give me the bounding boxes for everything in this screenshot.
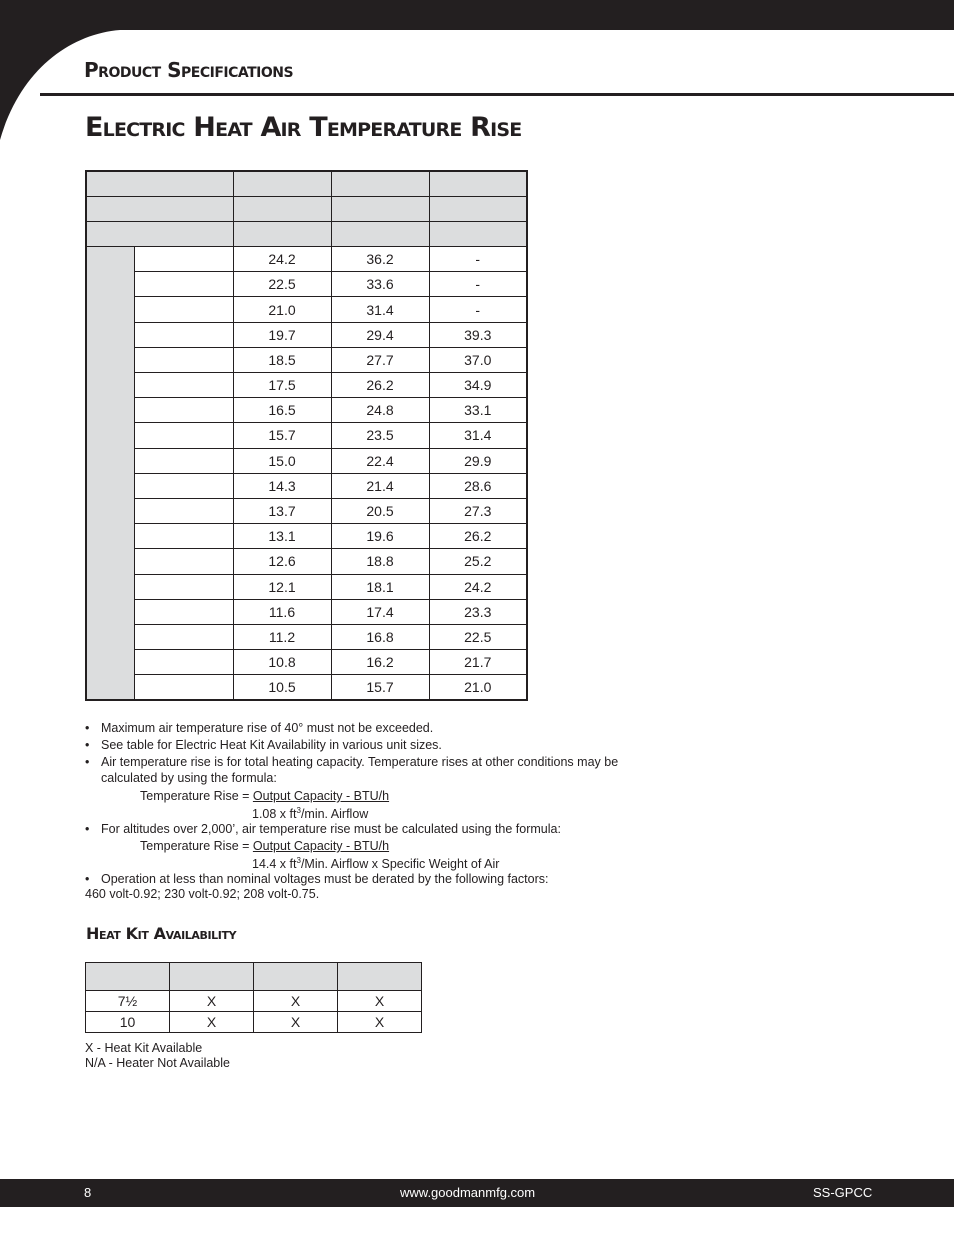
value-cell: 17.5	[233, 373, 331, 398]
row-label-cell	[134, 650, 233, 675]
row-label-cell	[134, 423, 233, 448]
value-cell: -	[429, 247, 527, 272]
formula-sea-level	[85, 788, 645, 804]
formula-exponent: 3	[296, 856, 301, 866]
row-group-cell	[86, 247, 134, 700]
value-cell: 14.3	[233, 473, 331, 498]
website-link[interactable]: www.goodmanmfg.com	[400, 1185, 536, 1200]
row-label-cell	[134, 398, 233, 423]
formula-numerator: Output Capacity - BTU/h	[252, 789, 390, 803]
bullet: •	[85, 721, 90, 735]
table-header-row	[86, 196, 527, 221]
value-cell: 18.8	[331, 549, 429, 574]
value-cell: 29.9	[429, 448, 527, 473]
value-cell: 10.8	[233, 650, 331, 675]
table-row	[86, 1012, 422, 1033]
table-row	[86, 524, 527, 549]
row-label-cell	[134, 624, 233, 649]
section-title: Product Specifications	[84, 58, 294, 82]
bullet: •	[85, 822, 90, 837]
value-cell: 26.2	[429, 524, 527, 549]
value-cell: 22.5	[429, 624, 527, 649]
value-cell: -	[429, 272, 527, 297]
value-cell: 21.0	[233, 297, 331, 322]
value-cell: 21.4	[331, 473, 429, 498]
value-cell: 15.7	[331, 675, 429, 700]
header-cell	[254, 963, 338, 991]
table-row	[86, 498, 527, 523]
bullet: •	[85, 755, 90, 769]
value-cell: 12.6	[233, 549, 331, 574]
header-cell	[429, 221, 527, 246]
value-cell: 11.2	[233, 624, 331, 649]
value-cell: 15.7	[233, 423, 331, 448]
formula-numerator: Output Capacity - BTU/h	[252, 839, 390, 854]
heat-kit-title: Heat Kit Availability	[86, 924, 237, 943]
row-label-cell	[134, 498, 233, 523]
row-label-cell	[134, 322, 233, 347]
row-label-cell	[134, 448, 233, 473]
note-text: See table for Electric Heat Kit Availability in various unit sizes.	[101, 738, 442, 752]
formula-label: Temperature Rise =	[140, 789, 253, 803]
table-row	[86, 347, 527, 372]
row-label-cell	[134, 247, 233, 272]
value-cell: 27.3	[429, 498, 527, 523]
table-row	[86, 297, 527, 322]
table-row	[86, 272, 527, 297]
row-label-cell	[134, 599, 233, 624]
header-cell	[86, 196, 233, 221]
note-item	[85, 821, 645, 837]
value-cell: 24.2	[429, 574, 527, 599]
table-header-row	[86, 963, 422, 991]
availability-cell: X	[338, 1012, 422, 1033]
value-cell: 36.2	[331, 247, 429, 272]
header-cell	[233, 221, 331, 246]
header-cell	[233, 171, 331, 196]
value-cell: 22.5	[233, 272, 331, 297]
value-cell: 33.1	[429, 398, 527, 423]
footer-bar	[0, 1179, 954, 1207]
page-title: Electric Heat Air Temperature Rise	[85, 112, 522, 143]
value-cell: 19.6	[331, 524, 429, 549]
row-label-cell	[134, 347, 233, 372]
row-label-cell	[134, 272, 233, 297]
value-cell: 33.6	[331, 272, 429, 297]
table-header-row	[86, 171, 527, 196]
row-label-cell	[134, 675, 233, 700]
value-cell: 10.5	[233, 675, 331, 700]
table-row	[86, 322, 527, 347]
value-cell: 24.8	[331, 398, 429, 423]
value-cell: 19.7	[233, 322, 331, 347]
formula-denominator	[85, 803, 645, 822]
formula-den-text: 1.08 x ft	[252, 807, 297, 822]
note-text: Air temperature rise is for total heating capacity. Temperature rises at other conditions may be calculated by using the formula:	[101, 755, 619, 785]
value-cell: 16.5	[233, 398, 331, 423]
value-cell: 34.9	[429, 373, 527, 398]
top-bar	[0, 0, 954, 30]
value-cell: 22.4	[331, 448, 429, 473]
note-item	[85, 720, 645, 736]
temperature-rise-table	[85, 170, 528, 701]
value-cell: 15.0	[233, 448, 331, 473]
value-cell: 27.7	[331, 347, 429, 372]
note-continuation: 460 volt-0.92; 230 volt-0.92; 208 volt-0.75.	[85, 887, 320, 902]
header-cell	[233, 196, 331, 221]
value-cell: 12.1	[233, 574, 331, 599]
table-row	[86, 398, 527, 423]
row-label-cell	[134, 524, 233, 549]
availability-cell: X	[170, 1012, 254, 1033]
availability-cell: X	[170, 991, 254, 1012]
table-row	[86, 373, 527, 398]
value-cell: 39.3	[429, 322, 527, 347]
header-cell	[331, 171, 429, 196]
notes-list	[85, 720, 645, 902]
table-row	[86, 549, 527, 574]
value-cell: 13.7	[233, 498, 331, 523]
table-header-row	[86, 221, 527, 246]
value-cell: 24.2	[233, 247, 331, 272]
value-cell: 11.6	[233, 599, 331, 624]
header-cell	[429, 196, 527, 221]
availability-legend	[85, 1041, 230, 1071]
value-cell: 28.6	[429, 473, 527, 498]
value-cell: 25.2	[429, 549, 527, 574]
value-cell: 26.2	[331, 373, 429, 398]
legend-not-available: N/A - Heater Not Available	[85, 1056, 230, 1070]
note-item	[85, 871, 645, 887]
unit-size-cell: 7½	[86, 991, 170, 1012]
value-cell: 20.5	[331, 498, 429, 523]
row-label-cell	[134, 473, 233, 498]
table-row	[86, 650, 527, 675]
unit-size-cell: 10	[86, 1012, 170, 1033]
legend-available: X - Heat Kit Available	[85, 1041, 203, 1055]
formula-label: Temperature Rise =	[140, 839, 253, 854]
formula-exponent: 3	[296, 806, 301, 815]
formula-den-text: /Min. Airflow x Specific Weight of Air	[300, 857, 500, 872]
heat-kit-availability-table	[85, 962, 422, 1033]
value-cell: 18.1	[331, 574, 429, 599]
value-cell: 23.5	[331, 423, 429, 448]
value-cell: 21.0	[429, 675, 527, 700]
value-cell: 31.4	[331, 297, 429, 322]
formula-den-text: 14.4 x ft	[252, 857, 297, 872]
note-text: For altitudes over 2,000’, air temperature rise must be calculated using the formula:	[101, 822, 561, 837]
header-cell	[170, 963, 254, 991]
table-row	[86, 448, 527, 473]
header-cell	[86, 171, 233, 196]
table-row	[86, 574, 527, 599]
availability-cell: X	[338, 991, 422, 1012]
table-row	[86, 423, 527, 448]
table-row	[86, 599, 527, 624]
header-cell	[331, 221, 429, 246]
header-cell	[338, 963, 422, 991]
table-row	[86, 624, 527, 649]
formula-altitude	[85, 838, 645, 854]
page-number: 8	[84, 1185, 92, 1200]
header-cell	[429, 171, 527, 196]
value-cell: 17.4	[331, 599, 429, 624]
value-cell: 31.4	[429, 423, 527, 448]
table-row	[86, 675, 527, 700]
value-cell: 13.1	[233, 524, 331, 549]
value-cell: 37.0	[429, 347, 527, 372]
note-item	[85, 754, 645, 786]
formula-den-text: /min. Airflow	[300, 807, 369, 822]
value-cell: -	[429, 297, 527, 322]
row-label-cell	[134, 549, 233, 574]
value-cell: 18.5	[233, 347, 331, 372]
value-cell: 21.7	[429, 650, 527, 675]
row-label-cell	[134, 574, 233, 599]
row-label-cell	[134, 373, 233, 398]
header-rule	[40, 93, 954, 96]
bullet: •	[85, 738, 90, 752]
value-cell: 23.3	[429, 599, 527, 624]
row-label-cell	[134, 297, 233, 322]
availability-cell: X	[254, 991, 338, 1012]
bullet: •	[85, 872, 90, 887]
table-row	[86, 247, 527, 272]
value-cell: 29.4	[331, 322, 429, 347]
note-text: Operation at less than nominal voltages must be derated by the following factors:	[101, 872, 549, 887]
availability-cell: X	[254, 1012, 338, 1033]
note-text: Maximum air temperature rise of 40° must not be exceeded.	[101, 721, 434, 735]
formula-denominator	[85, 853, 645, 872]
header-cell	[86, 963, 170, 991]
header-cell	[331, 196, 429, 221]
value-cell: 16.2	[331, 650, 429, 675]
value-cell: 16.8	[331, 624, 429, 649]
document-code: SS-GPCC	[813, 1185, 873, 1200]
table-row	[86, 473, 527, 498]
table-row	[86, 991, 422, 1012]
note-item	[85, 737, 645, 753]
header-cell	[86, 221, 233, 246]
